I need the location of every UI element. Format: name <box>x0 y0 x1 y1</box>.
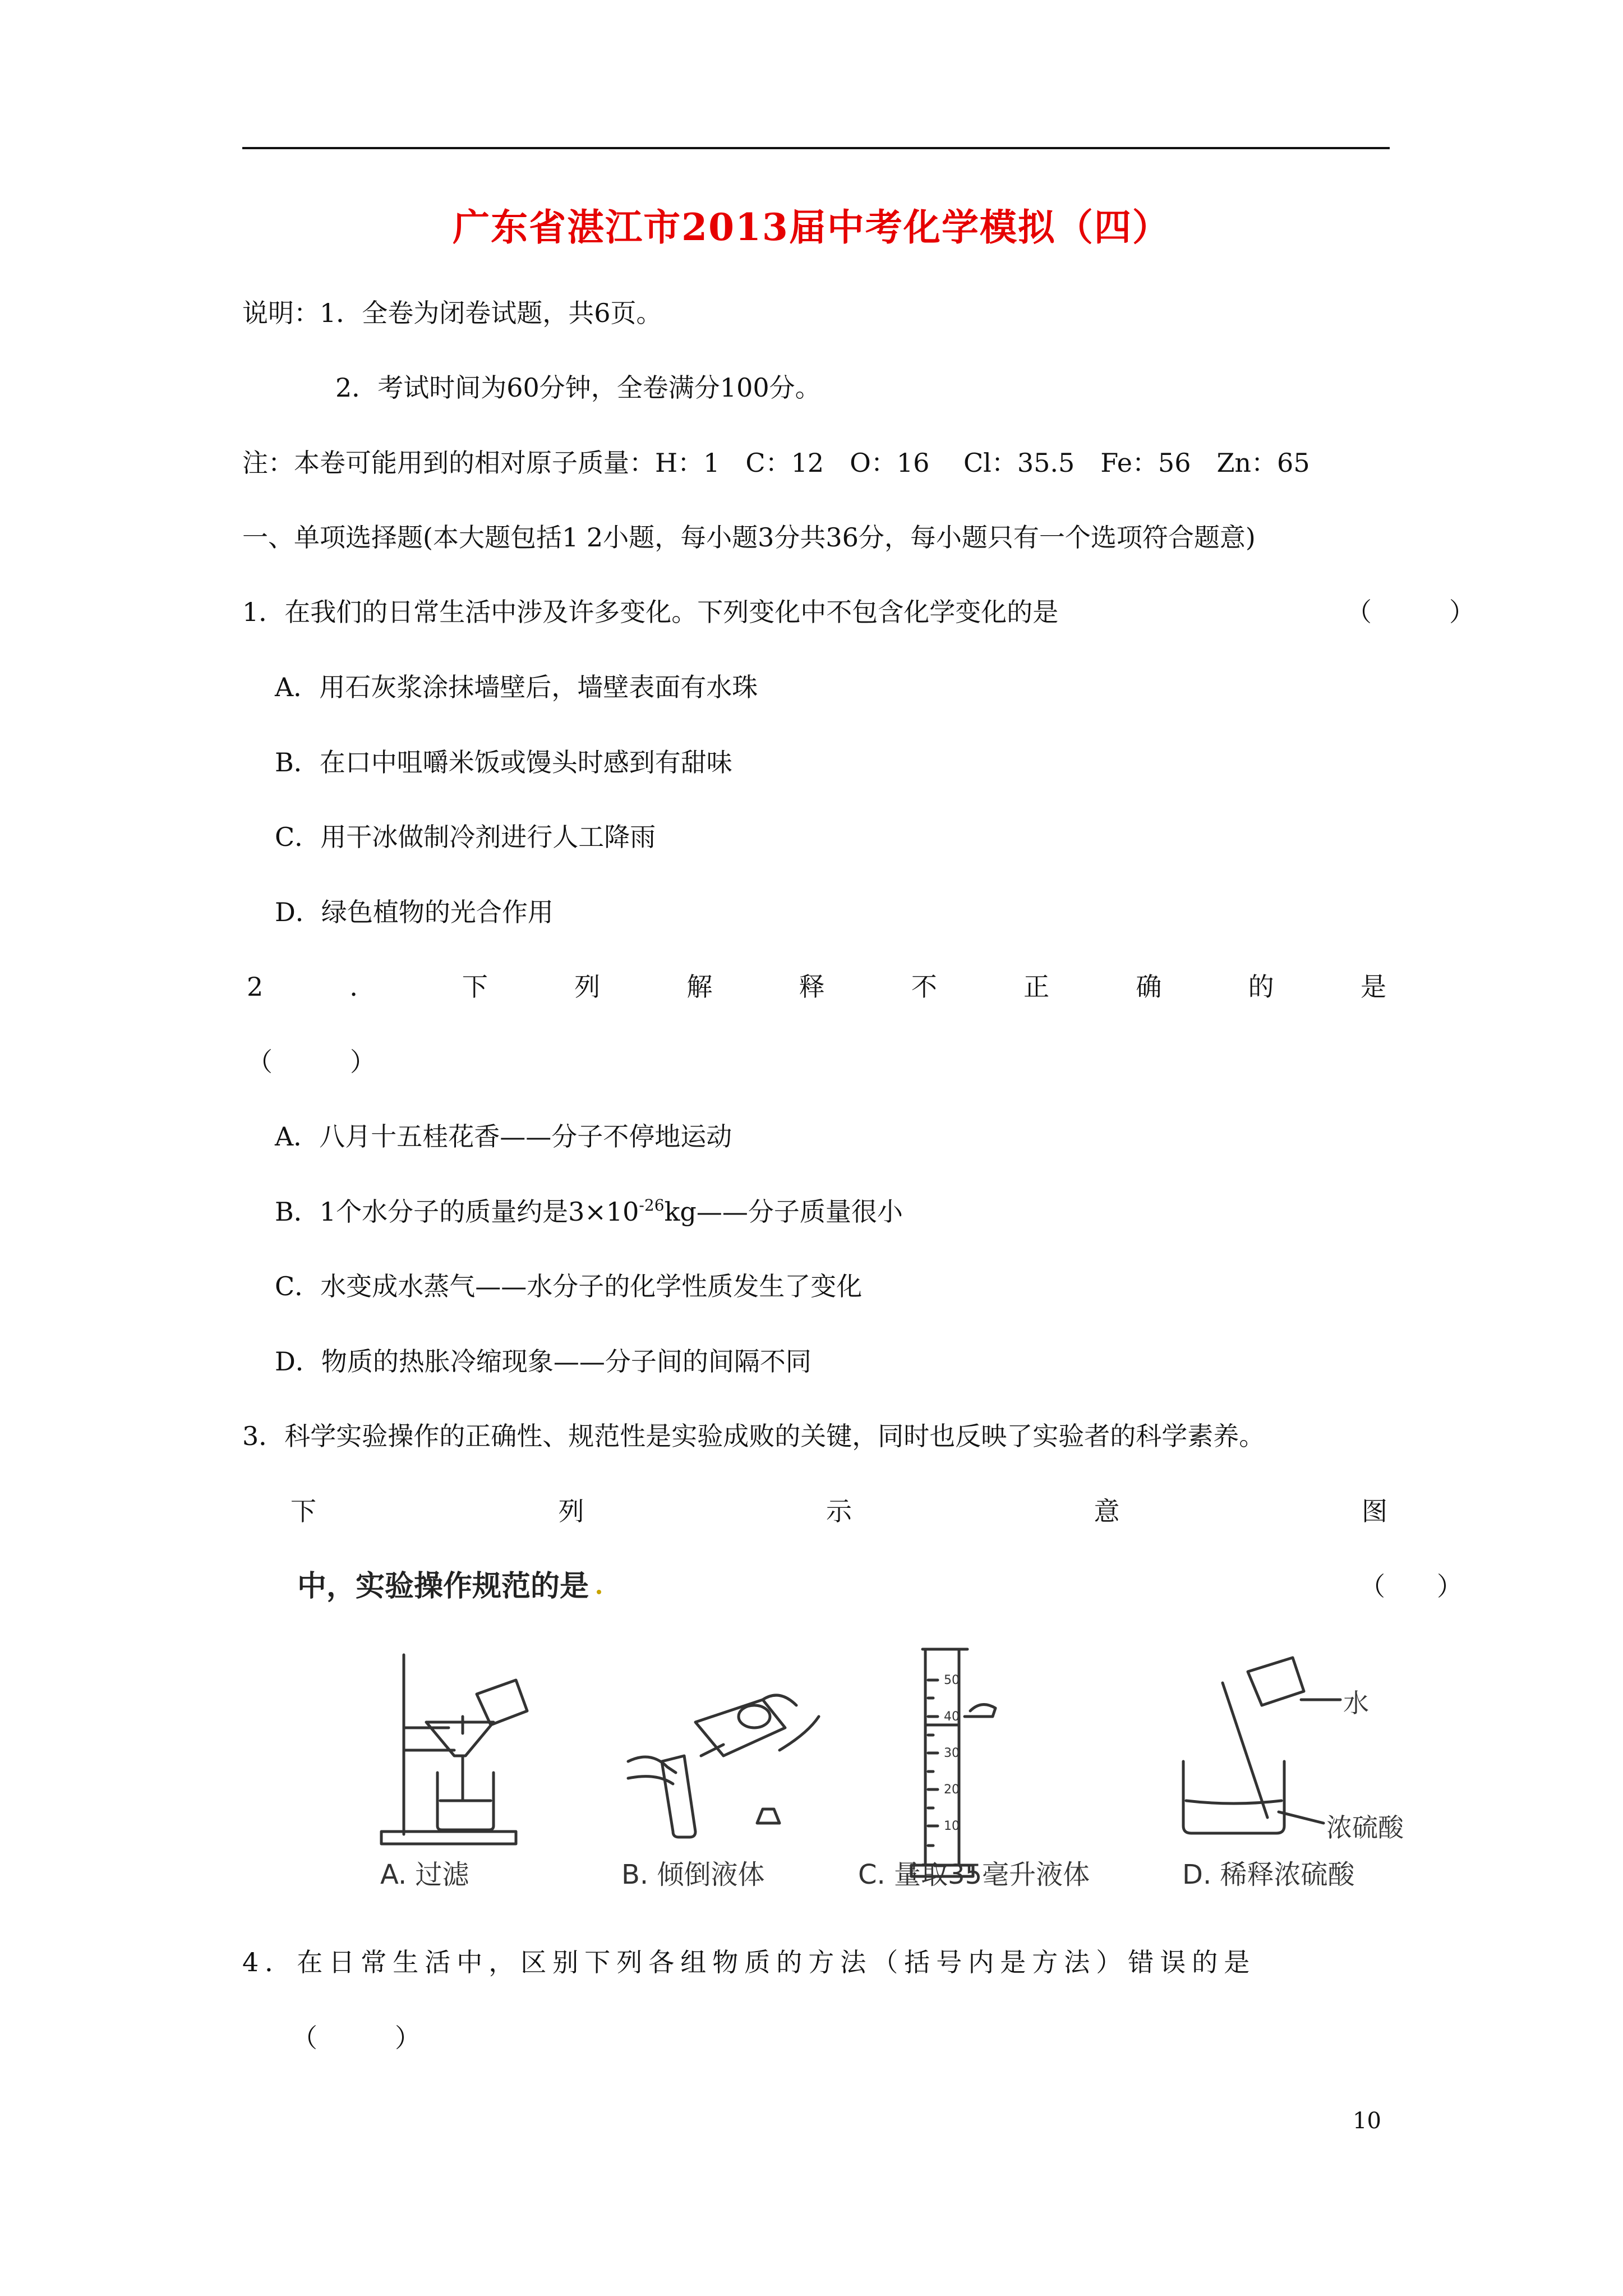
q2-stem-char: 下 <box>462 972 488 1002</box>
q1-stem: 1．在我们的日常生活中涉及许多变化。下列变化中不包含化学变化的是 <box>242 597 1059 627</box>
q3-figure <box>336 1632 1503 1896</box>
q3-stem: 3．科学实验操作的正确性、规范性是实验成败的关键，同时也反映了实验者的科学素养。 <box>242 1421 1265 1451</box>
q2-option-b-exponent: -26 <box>639 1196 665 1214</box>
cylinder-tick-label: 10 <box>944 1819 960 1833</box>
q1-option-b: B．在口中咀嚼米饭或馒头时感到有甜味 <box>275 747 732 777</box>
q1-option-a: A．用石灰浆涂抹墙壁后，墙壁表面有水珠 <box>275 672 758 702</box>
q2-stem-char: ． <box>349 972 376 1002</box>
q2-stem-char: 正 <box>1023 972 1050 1002</box>
cylinder-tick-label: 20 <box>944 1783 960 1797</box>
caption-diluting: D. 稀释浓硫酸 <box>1182 1859 1355 1890</box>
q1-option-c: C．用干冰做制冷剂进行人工降雨 <box>275 822 656 852</box>
q2-stem-char: 不 <box>911 972 937 1002</box>
q2-stem-char: 列 <box>574 972 601 1002</box>
section-heading: 一、单项选择题(本大题包括1 2小题，每小题3分共36分，每小题只有一个选项符合题意) <box>242 522 1256 553</box>
q4-stem: 4．在日常生活中，区别下列各组物质的方法（括号内是方法）错误的是 <box>242 1947 1256 1977</box>
pouring-liquid-icon <box>628 1695 819 1837</box>
q2-option-a: A．八月十五桂花香——分子不停地运动 <box>275 1121 732 1152</box>
label-water: 水 <box>1343 1688 1369 1718</box>
caption-pouring: B. 倾倒液体 <box>621 1859 765 1890</box>
q2-stem-char: 解 <box>686 972 713 1002</box>
q2-stem-char: 确 <box>1136 972 1162 1002</box>
note-line-1: 说明：1．全卷为闭卷试题，共6页。 <box>242 298 662 328</box>
cylinder-tick-label: 50 <box>944 1673 960 1687</box>
page-number: 10 <box>1353 2108 1381 2134</box>
q2-option-b-text-end: kg——分子质量很小 <box>664 1197 903 1227</box>
q2-answer-paren: （ ） <box>247 1047 376 1077</box>
q2-stem <box>247 974 1386 1000</box>
q2-stem-char: 是 <box>1360 972 1386 1002</box>
q1-answer-paren: （ ） <box>1346 597 1475 627</box>
q4-answer-paren: （ ） <box>292 2023 421 2053</box>
caption-measuring: C. 量取35毫升液体 <box>858 1859 1090 1890</box>
q2-stem-char: 释 <box>799 972 825 1002</box>
q1-option-d: D．绿色植物的光合作用 <box>275 897 554 927</box>
q2-stem-char: 2 <box>247 972 264 1002</box>
label-concentrated-acid: 浓硫酸 <box>1326 1812 1404 1843</box>
q3-stem-char: 意 <box>1094 1496 1120 1526</box>
q2-option-b <box>275 1196 903 1227</box>
q2-option-d: D．物质的热胀冷缩现象——分子间的间隔不同 <box>275 1346 811 1377</box>
q3-stem-char: 图 <box>1362 1496 1387 1526</box>
q2-stem-char: 的 <box>1248 972 1274 1002</box>
filtration-apparatus-icon <box>381 1655 527 1844</box>
header-rule <box>242 147 1390 149</box>
diluting-acid-icon <box>1183 1658 1340 1833</box>
q3-stem-spread <box>291 1498 1387 1524</box>
q3-stem-char: 示 <box>826 1496 852 1526</box>
cylinder-tick-label: 40 <box>944 1710 960 1724</box>
q3-answer-paren: （ ） <box>1359 1571 1463 1602</box>
cylinder-tick-label: 30 <box>944 1746 960 1760</box>
q2-option-b-text: B．1个水分子的质量约是3×10 <box>275 1197 639 1227</box>
q2-option-c: C．水变成水蒸气——水分子的化学性质发生了变化 <box>275 1271 863 1301</box>
q3-stem-char: 下 <box>291 1496 316 1526</box>
note-line-3: 注：本卷可能用到的相对原子质量：H：1 C：12 O：16 Cl：35.5 Fe：56 Zn：65 <box>242 448 1310 478</box>
stray-dot <box>597 1590 601 1594</box>
note-line-2: 2．考试时间为60分钟，全卷满分100分。 <box>335 372 821 403</box>
page-title: 广东省湛江市2013届中考化学模拟（四） <box>453 205 1170 249</box>
q3-stem-continued: 中，实验操作规范的是 <box>297 1570 589 1603</box>
caption-filtration: A. 过滤 <box>380 1859 469 1890</box>
q3-stem-char: 列 <box>558 1496 584 1526</box>
